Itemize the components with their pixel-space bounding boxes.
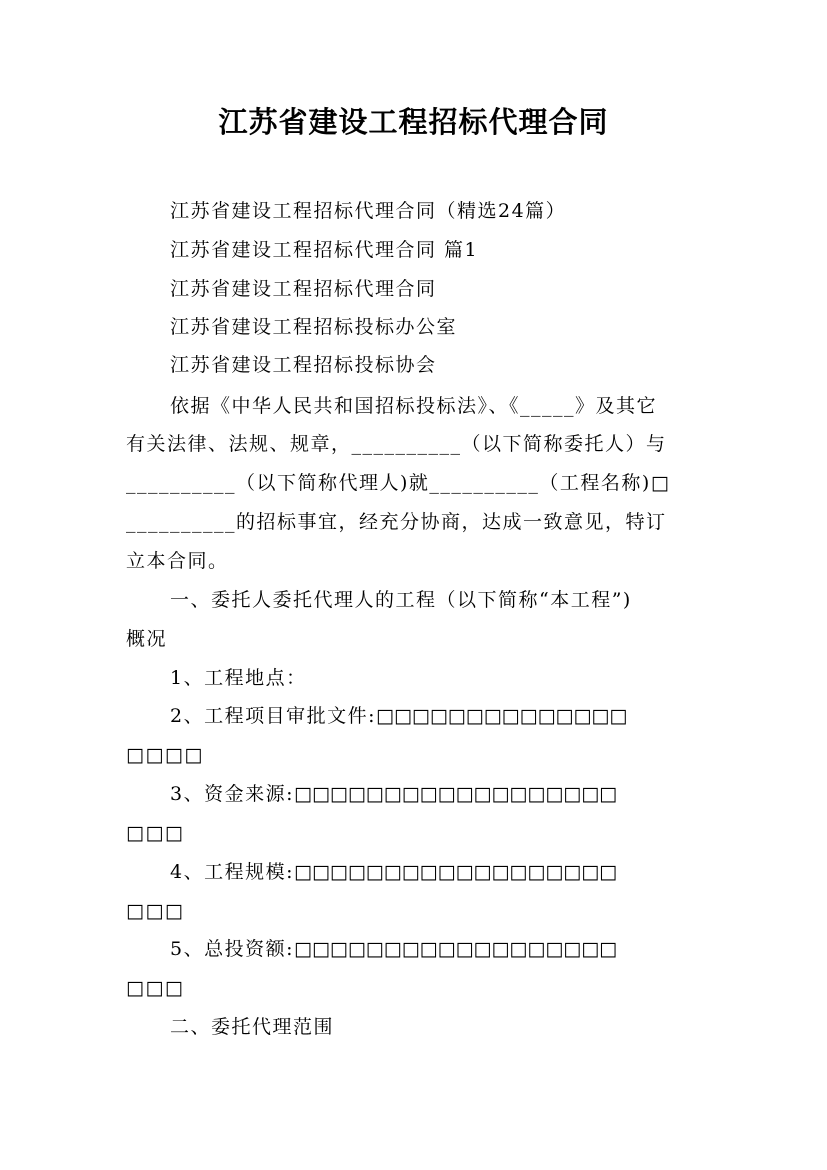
- item-project-scale: [170, 858, 750, 886]
- item-label: 5、总投资额:: [170, 938, 294, 960]
- clause-heading-2: 二、委托代理范围: [170, 1016, 335, 1038]
- blank-boxes: □□□□□□□□□□□□□□□□□□: [294, 783, 618, 805]
- paragraph-line: __________（以下简称代理人)就__________（工程名称)□: [126, 472, 671, 494]
- clause-heading-1: 一、委托人委托代理人的工程（以下简称“本工程”): [170, 589, 632, 611]
- item-label: 3、资金来源:: [170, 783, 294, 805]
- blank-boxes: □□□□□□□□□□□□□□□□□□: [294, 861, 618, 883]
- contract-name-line: 江苏省建设工程招标代理合同: [170, 278, 437, 300]
- subtitle-line: 江苏省建设工程招标代理合同（精选24篇）: [170, 200, 567, 222]
- item-label: 2、工程项目审批文件:: [170, 705, 376, 727]
- item-total-investment: [170, 935, 750, 963]
- paragraph-line: 有关法律、法规、规章，__________（以下简称委托人）与: [126, 433, 667, 455]
- item-approval-docs: [170, 702, 750, 730]
- item-funding-source: [170, 780, 750, 808]
- blank-boxes: □□□□□□□□□□□□□□□□□□: [294, 938, 618, 960]
- blank-boxes-cont: □□□: [126, 977, 185, 999]
- item-label: 4、工程规模:: [170, 861, 294, 883]
- blank-boxes: □□□□□□□□□□□□□□: [376, 705, 628, 727]
- issuer-line-1: 江苏省建设工程招标投标办公室: [170, 316, 458, 338]
- paragraph-line: __________的招标事宜，经充分协商，达成一致意见，特订: [126, 511, 667, 533]
- blank-boxes-cont: □□□: [126, 900, 185, 922]
- clause-heading-1-cont: 概况: [126, 628, 168, 650]
- section-heading: 江苏省建设工程招标代理合同 篇1: [170, 239, 479, 261]
- paragraph-line: 依据《中华人民共和国招标投标法》、《_____》及其它: [170, 395, 658, 417]
- blank-boxes-cont: □□□: [126, 822, 185, 844]
- issuer-line-2: 江苏省建设工程招标投标协会: [170, 354, 437, 376]
- document-title: 江苏省建设工程招标代理合同: [218, 105, 609, 139]
- blank-boxes-cont: □□□□: [126, 744, 204, 766]
- paragraph-line: 立本合同。: [126, 550, 229, 572]
- item-project-location: 1、工程地点：: [170, 667, 307, 689]
